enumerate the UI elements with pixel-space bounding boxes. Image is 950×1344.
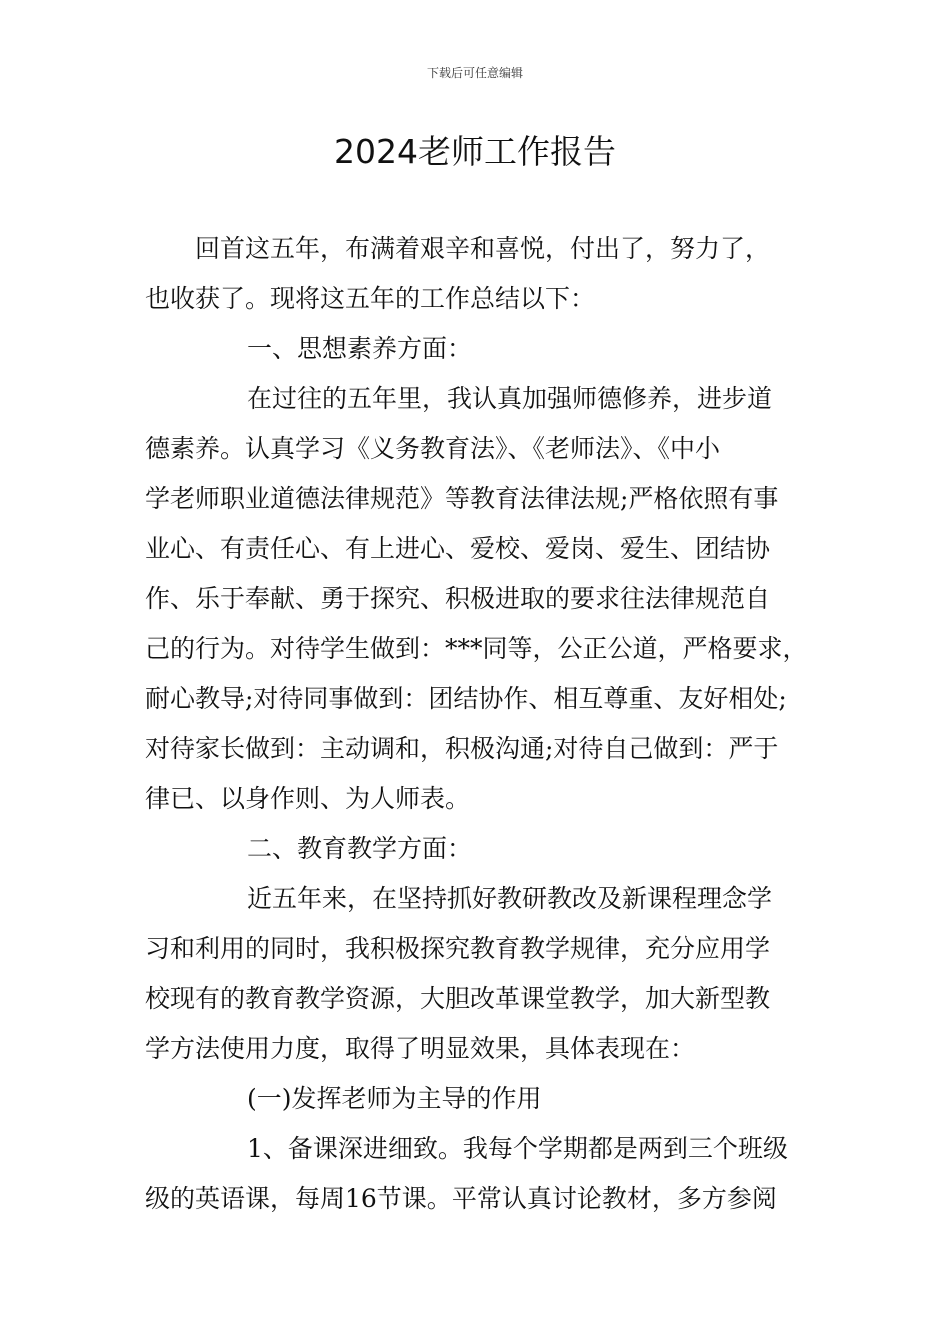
paragraph-line: 在过往的五年里，我认真加强师德修养，进步道 [247,384,773,413]
paragraph-line: 回首这五年，布满着艰辛和喜悦，付出了，努力了， [195,234,771,263]
page-header-note: 下载后可任意编辑 [426,66,523,80]
paragraph-line: 习和利用的同时，我积极探究教育教学规律，充分应用学 [145,934,771,963]
paragraph-line: 业心、有责任心、有上进心、爱校、爱岗、爱生、团结协 [145,534,771,563]
paragraph-line: 级的英语课，每周16节课。平常认真讨论教材，多方参阅 [145,1184,777,1213]
subsection-heading: (一)发挥老师为主导的作用 [247,1084,542,1113]
paragraph-line: 学方法使用力度，取得了明显效果，具体表现在： [145,1034,696,1063]
paragraph-line: 近五年来，在坚持抓好教研教改及新课程理念学 [247,884,773,913]
paragraph-line: 校现有的教育教学资源，大胆改革课堂教学，加大新型教 [145,984,771,1013]
paragraph-line: 德素养。认真学习《义务教育法》、《老师法》、《中小 [145,434,721,463]
paragraph-line: 作、乐于奉献、勇于探究、积极进取的要求往法律规范自 [145,584,771,613]
section-heading: 一、思想素养方面： [247,334,473,363]
document-title: 2024老师工作报告 [334,132,616,171]
section-heading: 二、教育教学方面： [247,834,473,863]
paragraph-line: 1、备课深进细致。我每个学期都是两到三个班级 [247,1134,788,1163]
paragraph-line: 律已、以身作则、为人师表。 [145,784,471,813]
paragraph-line: 耐心教导;对待同事做到：团结协作、相互尊重、友好相处; [145,684,787,713]
document-body [145,224,825,1224]
paragraph-line: 学老师职业道德法律规范》等教育法律法规;严格依照有事 [145,484,779,513]
paragraph-line: 也收获了。现将这五年的工作总结以下： [145,284,596,313]
paragraph-line: 己的行为。对待学生做到：***同等，公正公道，严格要求， [145,634,808,663]
paragraph-line: 对待家长做到：主动调和，积极沟通;对待自己做到：严于 [145,734,779,763]
